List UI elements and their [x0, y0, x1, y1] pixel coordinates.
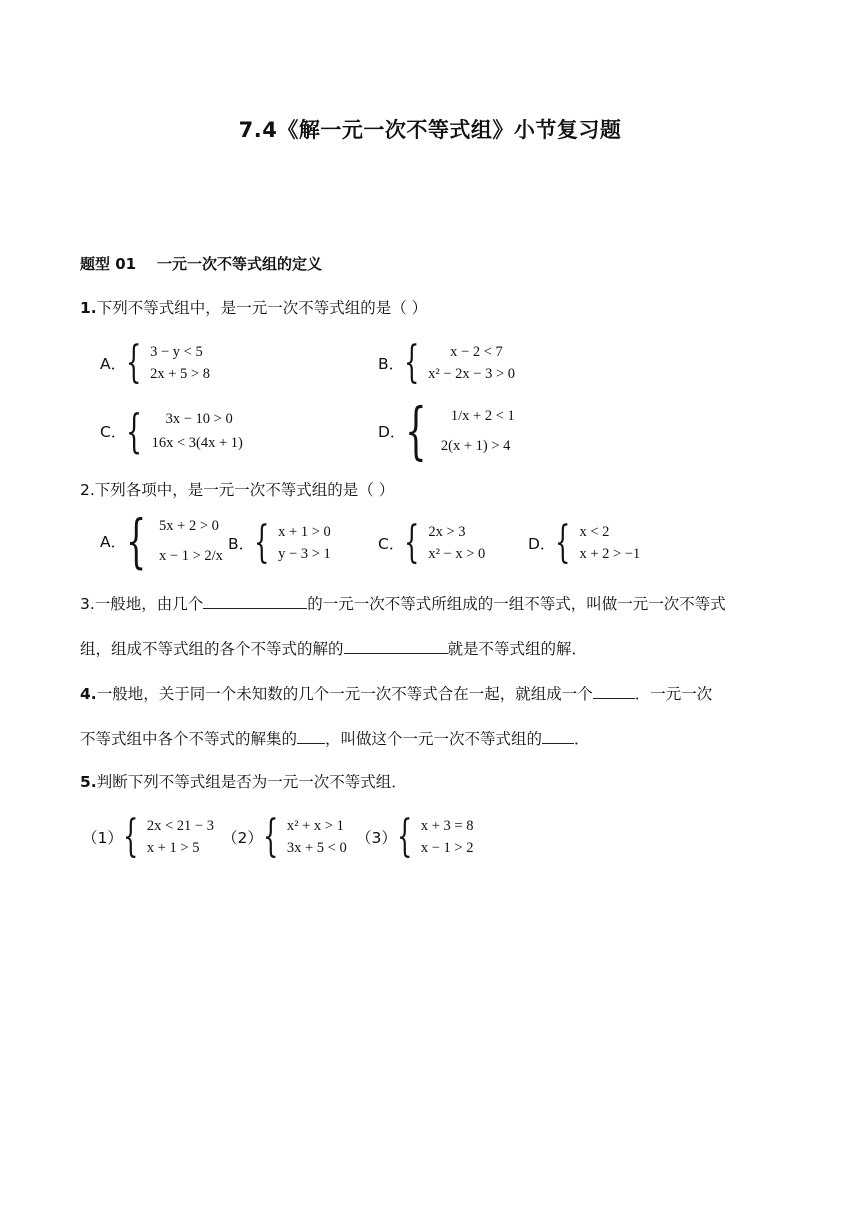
- fill-blank[interactable]: [593, 682, 635, 699]
- q5-item-1: [82, 811, 214, 862]
- inequality-line: 2(x + 1) > 4: [440, 438, 511, 454]
- question-4-line-1: [80, 682, 712, 704]
- brace-icon: {: [126, 337, 142, 388]
- q1-option-a: [100, 337, 210, 388]
- option-label: C．: [378, 535, 405, 553]
- q3-text-3: 组，组成不等式组的各个不等式的解的: [80, 640, 344, 658]
- inequality-line: x + 3 = 8: [420, 818, 474, 834]
- option-label: D．: [528, 535, 556, 553]
- question-5-number: 5.: [80, 773, 97, 791]
- inequality-system: [421, 815, 474, 859]
- q2-option-d: [528, 517, 641, 568]
- inequality-line: 3 − y < 5: [150, 344, 203, 360]
- brace-icon: {: [126, 404, 143, 458]
- inequality-line: x² − 2x − 3 > 0: [428, 366, 516, 382]
- q4-text-3: 不等式组中各个不等式的解集的: [80, 730, 298, 748]
- inequality-system: [287, 815, 347, 859]
- fill-blank[interactable]: [344, 637, 448, 654]
- inequality-line: 3x − 10 > 0: [165, 411, 233, 427]
- item-label: （2）: [222, 829, 263, 847]
- inequality-line: 1/x + 2 < 1: [450, 408, 515, 424]
- inequality-system: [159, 511, 223, 571]
- q4-text-2: ．一元一次: [634, 685, 713, 703]
- option-label: A．: [100, 355, 127, 373]
- q1-option-d: [378, 394, 515, 467]
- inequality-system: [441, 401, 515, 461]
- inequality-line: 3x + 5 < 0: [286, 840, 347, 856]
- q3-text-1: 3.一般地，由几个: [80, 595, 204, 613]
- inequality-line: x + 2 > −1: [579, 546, 641, 562]
- question-1-stem: [80, 298, 427, 318]
- inequality-system: [579, 521, 640, 565]
- fill-blank[interactable]: [297, 727, 325, 744]
- inequality-system: [152, 407, 243, 455]
- question-1-text: 下列不等式组中，是一元一次不等式组的是（ ）: [96, 299, 428, 317]
- inequality-system: [278, 521, 331, 565]
- brace-icon: {: [555, 517, 571, 568]
- option-label: B．: [228, 535, 255, 553]
- inequality-system: [147, 815, 214, 859]
- q3-text-4: 就是不等式组的解．: [447, 640, 588, 658]
- inequality-line: x < 2: [579, 524, 610, 540]
- inequality-system: [428, 341, 515, 385]
- inequality-line: x + 1 > 5: [146, 840, 200, 856]
- question-2-stem: 2.下列各项中，是一元一次不等式组的是（ ）: [80, 481, 395, 499]
- q1-option-c: [100, 406, 243, 456]
- brace-icon: {: [405, 394, 428, 467]
- q2-option-c: [378, 517, 486, 568]
- inequality-line: x − 1 > 2: [420, 840, 474, 856]
- brace-icon: {: [396, 811, 413, 862]
- fill-blank[interactable]: [203, 592, 307, 609]
- option-label: D．: [378, 423, 406, 441]
- page-title: 7.4《解一元一次不等式组》小节复习题: [238, 118, 622, 142]
- option-label: A．: [100, 533, 127, 551]
- q2-option-b: [228, 517, 331, 568]
- q5-item-2: [222, 811, 347, 862]
- inequality-line: x² + x > 1: [286, 818, 344, 834]
- q4-text-1: 一般地，关于同一个未知数的几个一元一次不等式合在一起，就组成一个: [96, 685, 593, 703]
- brace-icon: {: [126, 507, 147, 575]
- inequality-line: 2x > 3: [428, 524, 466, 540]
- fill-blank[interactable]: [542, 727, 574, 744]
- q1-option-b: [378, 337, 516, 388]
- item-label: （3）: [356, 829, 397, 847]
- question-5-stem: [80, 772, 407, 792]
- inequality-line: x² − x > 0: [428, 546, 486, 562]
- q5-item-3: [356, 811, 474, 862]
- question-1-number: 1.: [80, 299, 97, 317]
- q2-option-a: [100, 507, 223, 575]
- q4-text-5: ．: [574, 730, 590, 748]
- inequality-line: 2x + 5 > 8: [150, 366, 210, 382]
- question-3-line-2: [80, 637, 587, 659]
- inequality-line: 16x < 3(4x + 1): [151, 435, 243, 451]
- section-heading: 题型 01 一元一次不等式组的定义: [80, 255, 322, 273]
- q4-text-4: ，叫做这个一元一次不等式组的: [325, 730, 543, 748]
- inequality-system: [150, 341, 210, 385]
- q3-text-2: 的一元一次不等式所组成的一组不等式，叫做一元一次不等式: [307, 595, 726, 613]
- inequality-system: [428, 521, 485, 565]
- question-5-text: 判断下列不等式组是否为一元一次不等式组．: [96, 773, 407, 791]
- item-label: （1）: [82, 829, 123, 847]
- brace-icon: {: [404, 337, 420, 388]
- brace-icon: {: [122, 811, 139, 862]
- inequality-line: x − 2 < 7: [450, 344, 503, 360]
- inequality-line: x + 1 > 0: [278, 524, 331, 540]
- question-3-line-1: [80, 592, 726, 614]
- question-4-line-2: [80, 727, 590, 749]
- inequality-line: 2x < 21 − 3: [146, 818, 214, 834]
- inequality-line: x − 1 > 2/x: [159, 548, 223, 564]
- inequality-line: 5x + 2 > 0: [159, 518, 219, 534]
- brace-icon: {: [262, 811, 279, 862]
- brace-icon: {: [254, 517, 270, 568]
- inequality-line: y − 3 > 1: [278, 546, 331, 562]
- brace-icon: {: [404, 517, 420, 568]
- question-4-number: 4.: [80, 685, 97, 703]
- option-label: B．: [378, 355, 405, 373]
- option-label: C．: [100, 423, 127, 441]
